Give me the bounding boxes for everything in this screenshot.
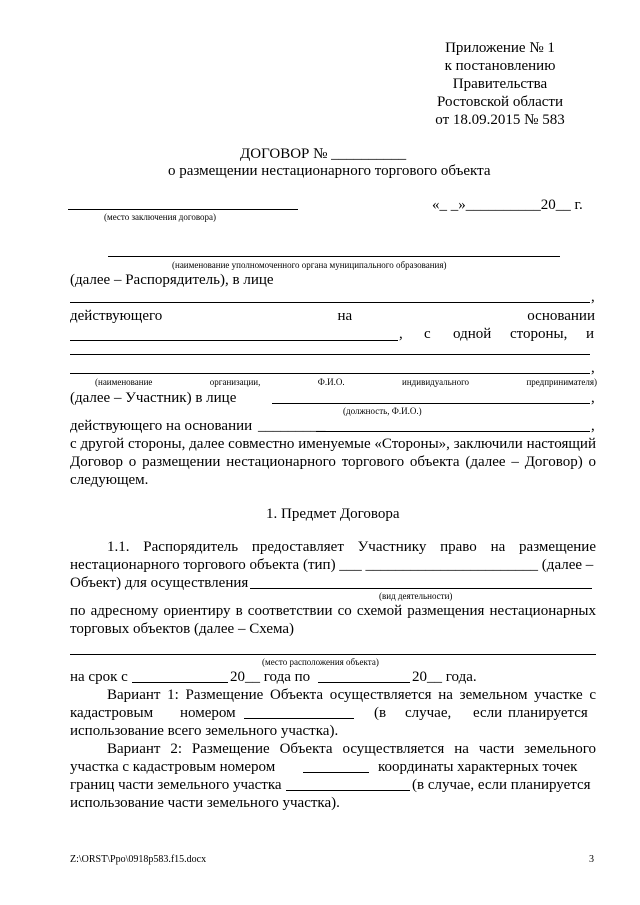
variant2-cadastral-underline — [303, 772, 369, 773]
clause-1-1-text: 1.1. Распорядитель предоставляет Участнику право на размещение нестационарного торгового объекта (тип) ___ _______________________ (далее – — [70, 539, 596, 573]
participant-caption-5: предпринимателя) — [526, 377, 597, 387]
basis-comma: , — [399, 326, 403, 342]
acting-line — [70, 307, 595, 325]
term-from-underline — [132, 682, 228, 683]
basis-word-4: и — [586, 326, 595, 342]
clause-line-4: по адресному ориентиру в соответствии со схемой размещения нестационарных — [70, 603, 596, 619]
location-underline — [70, 654, 596, 655]
activity-caption: (вид деятельности) — [379, 591, 453, 601]
appendix-line-2: к постановлению — [444, 58, 556, 74]
parties-paragraph: с другой стороны, далее совместно именуемые «Стороны», заключили настоящий Договор о размещении нестационарного торгового объекта (далее – Договор) о следующем. — [70, 436, 596, 488]
term-label-from: на срок с — [70, 669, 128, 685]
variant1-word-1: кадастровым — [70, 705, 154, 721]
basis-word-1: с — [424, 326, 431, 342]
section-title: 1. Предмет Договора — [266, 506, 400, 522]
acting-basis-end: , — [591, 418, 595, 434]
acting-basis-underline — [316, 431, 590, 432]
variant1-word-5: если — [473, 705, 503, 721]
variant2-line-4: использование части земельного участка). — [70, 795, 340, 811]
variant2-line-2b: координаты характерных точек — [378, 759, 578, 775]
variant2-line-1: Вариант 2: Размещение Объекта осуществляется на части земельного — [107, 741, 596, 757]
variant1-word-3: (в — [374, 705, 387, 721]
variant2-line-2a: участка с кадастровым номером — [70, 759, 276, 775]
term-to-underline — [318, 682, 410, 683]
place-underline — [68, 209, 298, 210]
position-caption: (должность, Ф.И.О.) — [343, 406, 422, 416]
term-label-year-to: 20__ года по — [230, 669, 311, 685]
footer-page-number: 3 — [589, 854, 594, 865]
appendix-line-3: Правительства — [452, 76, 548, 92]
acting-word-2: на — [337, 308, 353, 324]
participant-caption-2: организации, — [209, 377, 261, 387]
contract-subtitle: о размещении нестационарного торгового объекта — [168, 163, 491, 179]
participant-underline-2 — [70, 373, 590, 374]
authority-caption: (наименование уполномоченного органа муниципального образования) — [172, 260, 447, 270]
representative-underline — [70, 302, 590, 303]
clause-line-5: торговых объектов (далее – Схема) — [70, 621, 295, 637]
contract-title: ДОГОВОР № __________ — [240, 146, 407, 162]
participant-underline-1 — [70, 354, 590, 355]
activity-underline — [250, 588, 592, 589]
participant-person-underline — [272, 403, 590, 404]
clause-object-label: Объект) для осуществления — [70, 575, 249, 591]
acting-basis-blank: _________ — [258, 418, 326, 434]
appendix-line-5: от 18.09.2015 № 583 — [435, 112, 565, 128]
clause-1-1-paragraph — [70, 538, 596, 574]
variant1-word-4: случае, — [405, 705, 452, 721]
variant1-word-2: номером — [180, 705, 236, 721]
footer-file-path: Z:\ORST\Ppo\0918p583.f15.docx — [70, 854, 207, 865]
participant-comma: , — [591, 360, 595, 376]
variant2-coordinates-underline — [286, 790, 410, 791]
acting-basis-label: действующего на основании — [70, 418, 253, 434]
appendix-line-1: Приложение № 1 — [445, 40, 555, 56]
participant-line-end: , — [591, 390, 595, 406]
participant-caption-1: (наименование — [95, 377, 153, 387]
variant1-line-1: Вариант 1: Размещение Объекта осуществляется на земельном участке с — [107, 687, 596, 703]
variant2-line-3a: границ части земельного участка — [70, 777, 282, 793]
variant1-word-6: планируется — [508, 705, 588, 721]
participant-line-label: (далее – Участник) в лице — [70, 390, 237, 406]
participant-caption — [95, 377, 597, 388]
basis-underline — [70, 340, 398, 341]
appendix-line-4: Ростовской области — [437, 94, 563, 110]
place-caption: (место заключения договора) — [104, 212, 217, 222]
acting-word-1: действующего — [70, 308, 163, 324]
participant-caption-3: Ф.И.О. — [317, 377, 345, 387]
variant1-line-3: использование всего земельного участка). — [70, 723, 339, 739]
distributor-line: (далее – Распорядитель), в лице — [70, 272, 274, 288]
date-line: «_ _»__________20__ г. — [432, 197, 583, 213]
basis-word-3: стороны, — [510, 326, 568, 342]
acting-word-3: основании — [527, 308, 595, 324]
variant2-line-3b: (в случае, если планируется — [412, 777, 591, 793]
representative-comma: , — [591, 289, 595, 305]
basis-word-2: одной — [453, 326, 492, 342]
term-label-year: 20__ года. — [412, 669, 477, 685]
authority-underline — [108, 256, 560, 257]
variant1-cadastral-underline — [244, 718, 354, 719]
participant-caption-4: индивидуального — [402, 377, 470, 387]
location-caption: (место расположения объекта) — [262, 657, 379, 667]
